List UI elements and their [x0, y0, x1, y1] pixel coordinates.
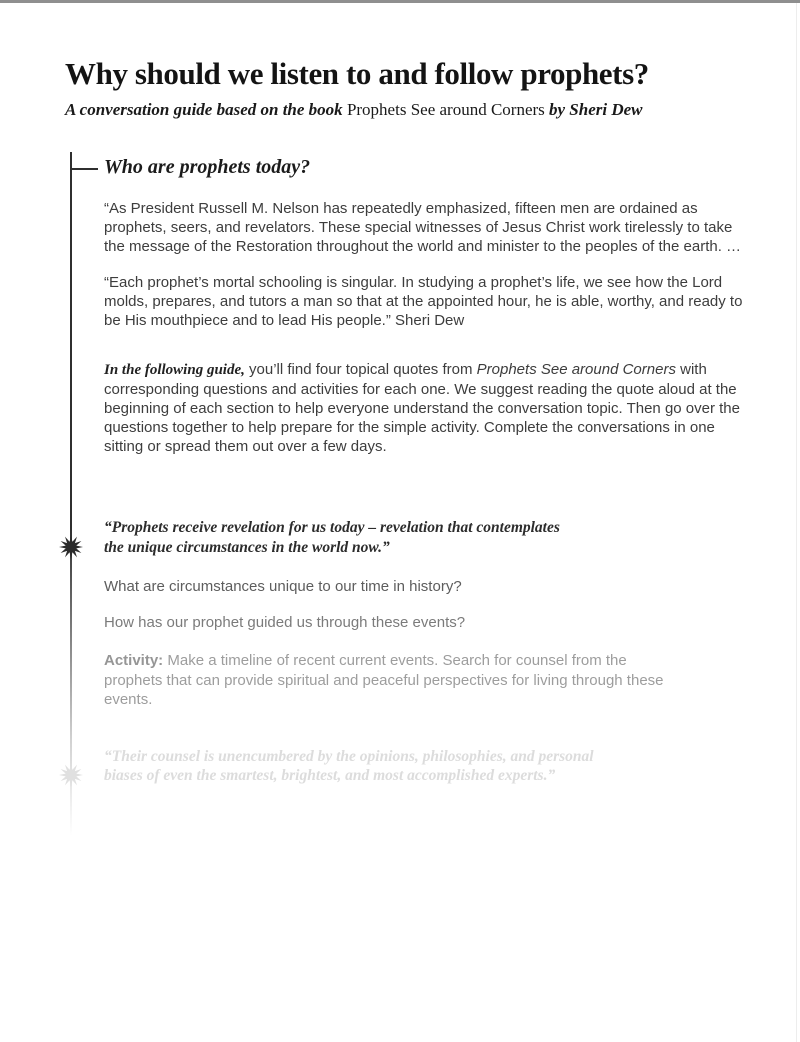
- quote-paragraph-1: “As President Russell M. Nelson has repeatedly emphasized, fifteen men are ordained as prophets, seers, and revelators. These special witnesses of Jesus Christ work tirelessly to take the message of the Restoration throughout the world and minister to the peoples of the earth. …: [104, 200, 742, 255]
- vertical-rail-line: [70, 152, 72, 836]
- starburst-icon: [59, 535, 83, 559]
- guide-lead-text: In the following guide,: [104, 362, 245, 378]
- guide-text-after-book: with corresponding questions and activities for each one. We suggest reading the quote aloud at the beginning of each section to help everyone understand the conversation topic. Then go over the questions together to help prepare for the simple activity. Complete the conversations in one sitting or spread them out over a few days.: [104, 361, 740, 455]
- activity-paragraph: [104, 651, 686, 710]
- activity-text: Make a timeline of recent current events. Search for counsel from the prophets that can provide spiritual and peaceful perspectives for living through these events.: [104, 652, 664, 708]
- pull-quote-1-line-2: the unique circumstances in the world now.”: [104, 538, 390, 556]
- guide-text-before-book: you’ll find four topical quotes from: [244, 361, 477, 378]
- pull-quote-2-line-1: “Their counsel is unencumbered by the opinions, philosophies, and personal: [104, 747, 594, 765]
- subtitle-lead: A conversation guide based on the book: [65, 100, 343, 119]
- section-heading: Who are prophets today?: [104, 156, 311, 178]
- subtitle-byline: by Sheri Dew: [549, 100, 643, 119]
- page-title: Why should we listen to and follow prophets?: [65, 56, 649, 91]
- pull-quote-2-faded: [104, 747, 664, 786]
- discussion-question-2: How has our prophet guided us through these events?: [104, 614, 466, 631]
- page-subtitle: [65, 99, 745, 120]
- page-top-divider: [0, 0, 800, 3]
- pull-quote-1: [104, 518, 746, 557]
- guide-intro-paragraph: [104, 360, 746, 456]
- section-content: [104, 155, 746, 786]
- quote-paragraph-2: “Each prophet’s mortal schooling is singular. In studying a prophet’s life, we see how the Lord molds, prepares, and tutors a man so that at the appointed hour, he is able, worthy, and ready to be His mouthpiece and to lead His people.” Sheri Dew: [104, 274, 743, 329]
- pull-quote-2-line-2: biases of even the smartest, brightest, and most accomplished experts.”: [104, 767, 556, 784]
- document-header: [65, 56, 745, 120]
- book-title: Prophets See around Corners: [476, 361, 676, 378]
- subtitle-book-title: Prophets See around Corners: [346, 100, 545, 119]
- activity-label: Activity:: [104, 652, 164, 669]
- heading-tick-line: [70, 168, 98, 170]
- page-right-edge: [796, 3, 797, 1042]
- starburst-icon-faded: [59, 763, 83, 787]
- pull-quote-1-line-1: “Prophets receive revelation for us today – revelation that contemplates: [104, 519, 560, 536]
- guide-section: [70, 152, 760, 872]
- discussion-question-1: What are circumstances unique to our time in history?: [104, 578, 462, 595]
